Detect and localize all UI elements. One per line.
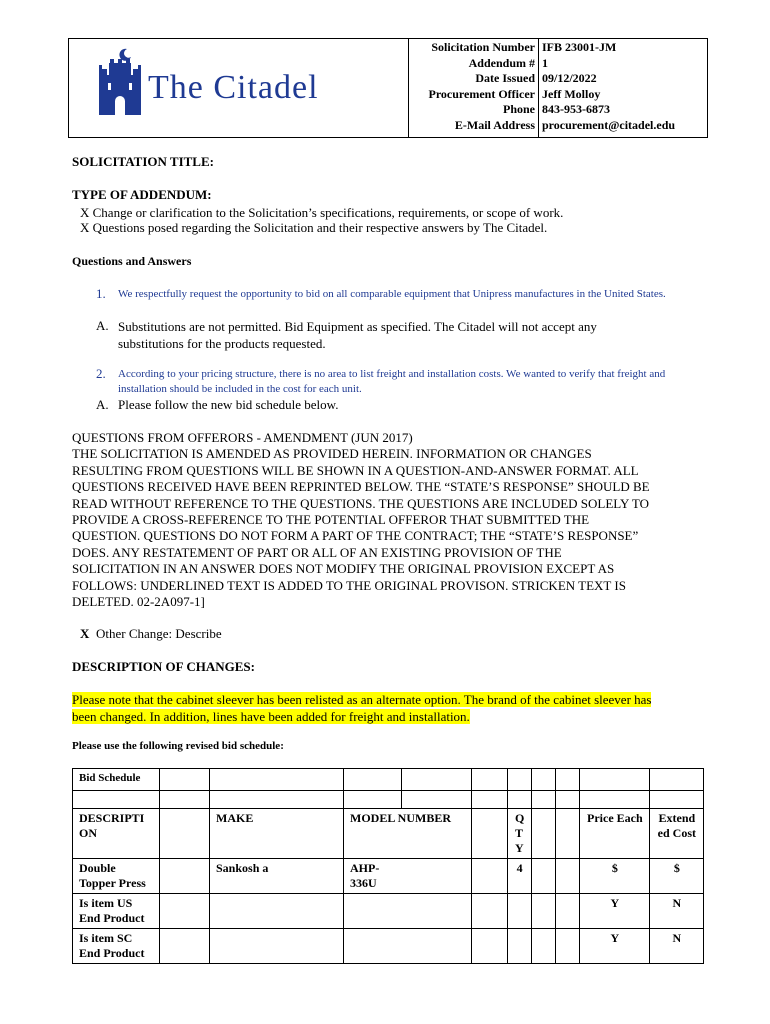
header-box — [68, 38, 708, 138]
table-header-row — [73, 809, 704, 859]
notice-line: QUESTIONS FROM OFFERORS - AMENDMENT (JUN 2017) — [72, 430, 413, 445]
date-issued: 09/12/2022 — [542, 71, 597, 85]
table-row — [73, 894, 704, 929]
addendum-number: 1 — [542, 55, 548, 70]
table-row — [73, 769, 704, 791]
notice-line: DELETED. 02-2A097-1] — [72, 594, 205, 610]
notice-line: DOES. ANY RESTATEMENT OF PART OR ALL OF AN EXISTING PROVISION OF THE — [72, 544, 562, 560]
solicitation-number: IFB 23001-JM — [542, 40, 617, 54]
question-number: 1. — [96, 286, 106, 301]
cell-price: Y — [580, 894, 650, 929]
cell-price: Y — [580, 929, 650, 964]
notice-line: PROVIDE A CROSS-REFERENCE TO THE POTENTIAL OFFEROR THAT SUBMITTED THE — [72, 512, 590, 528]
meta-label: Phone — [502, 102, 535, 116]
notice-line: QUESTION. QUESTIONS DO NOT FORM A PART OF THE CONTRACT; THE “STATE’S RESPONSE” — [72, 528, 639, 544]
phone: 843-953-6873 — [542, 102, 610, 116]
highlighted-line: Please note that the cabinet sleever has been relisted as an alternate option. The brand of the cabinet sleever has — [72, 692, 652, 707]
notice-line: QUESTIONS RECEIVED HAVE BEEN REPRINTED BELOW. THE “STATE’S RESPONSE” SHOULD BE — [72, 479, 650, 495]
notice-line: READ WITHOUT REFERENCE TO THE QUESTIONS. THE QUESTIONS ARE INCLUDED SOLELY TO — [72, 495, 649, 511]
cell-extended: N — [650, 894, 704, 929]
meta-values — [542, 40, 707, 133]
meta-label: Solicitation Number — [431, 40, 535, 54]
column-header-price: Price Each — [580, 809, 650, 859]
column-header-description: DESCRIPTI ON — [73, 809, 160, 859]
answer-text: Substitutions are not permitted. Bid Equipment as specified. The Citadel will not accept any substitutions for the products requested. — [118, 319, 597, 351]
description-text — [72, 691, 651, 725]
answer-text: Please follow the new bid schedule below. — [118, 397, 339, 412]
column-header-model: MODEL NUMBER — [344, 809, 472, 859]
table-row — [73, 859, 704, 894]
column-header-make: MAKE — [210, 809, 344, 859]
qa-heading: Questions and Answers — [72, 254, 192, 268]
bid-schedule-table — [72, 768, 704, 964]
highlighted-line: been changed. In addition, lines have been added for freight and installation. — [72, 709, 470, 724]
question-text: According to your pricing structure, there is no area to list freight and installation costs. We wanted to verify that freight and installation should be included in the cost for each unit. — [118, 368, 666, 395]
type-item: X Change or clarification to the Solicitation’s specifications, requirements, or scope of work. — [80, 205, 564, 220]
question-number: 2. — [96, 366, 106, 381]
citadel-tower-logo — [95, 47, 145, 117]
cell-description: Double Topper Press — [73, 859, 160, 894]
meta-label: Addendum # — [468, 55, 535, 70]
cell-extended: $ — [650, 859, 704, 894]
meta-label: E-Mail Address — [454, 117, 535, 132]
description-heading: DESCRIPTION OF CHANGES: — [72, 659, 255, 674]
notice-line: SOLICITATION IN AN ANSWER DOES NOT MODIFY THE ORIGINAL PROVISION EXCEPT AS — [72, 561, 615, 577]
email-address: procurement@citadel.edu — [542, 117, 676, 132]
table-row — [73, 929, 704, 964]
cell-price: $ — [580, 859, 650, 894]
other-change-text: Other Change: Describe — [96, 626, 222, 641]
table-title: Bid Schedule — [73, 769, 160, 791]
cell-make: Sankosh a — [210, 859, 344, 894]
solicitation-title: SOLICITATION TITLE: — [72, 154, 214, 169]
schedule-intro: Please use the following revised bid schedule: — [72, 740, 284, 752]
answer-label: A. — [96, 397, 109, 412]
amendment-notice — [72, 430, 650, 610]
meta-label: Procurement Officer — [428, 86, 535, 101]
type-heading: TYPE OF ADDENDUM: — [72, 187, 212, 202]
cell-description: Is item US End Product — [73, 894, 160, 929]
notice-line: FOLLOWS: UNDERLINED TEXT IS ADDED TO THE ORIGINAL PROVISON. STRICKEN TEXT IS — [72, 577, 626, 593]
table-row — [73, 791, 704, 809]
other-change-mark: X — [80, 626, 90, 641]
type-item: X Questions posed regarding the Solicitation and their respective answers by The Citadel. — [80, 220, 548, 235]
question-text: We respectfully request the opportunity to bid on all comparable equipment that Unipress manufactures in the United States. — [118, 288, 666, 300]
cell-model: AHP-336U — [344, 859, 472, 894]
column-header-extended: Extend ed Cost — [650, 809, 704, 859]
answer-label: A. — [96, 318, 109, 333]
logo-wordmark: The Citadel — [148, 69, 319, 106]
cell-description: Is item SC End Product — [73, 929, 160, 964]
notice-line: RESULTING FROM QUESTIONS WILL BE SHOWN IN A QUESTION-AND-ANSWER FORMAT. ALL — [72, 462, 639, 478]
procurement-officer: Jeff Molloy — [542, 86, 601, 101]
notice-line: THE SOLICITATION IS AMENDED AS PROVIDED HEREIN. INFORMATION OR CHANGES — [72, 446, 592, 462]
column-header-qty: Q T Y — [508, 809, 532, 859]
cell-extended: N — [650, 929, 704, 964]
meta-labels — [409, 40, 535, 133]
meta-label: Date Issued — [475, 71, 535, 85]
cell-qty: 4 — [508, 859, 532, 894]
